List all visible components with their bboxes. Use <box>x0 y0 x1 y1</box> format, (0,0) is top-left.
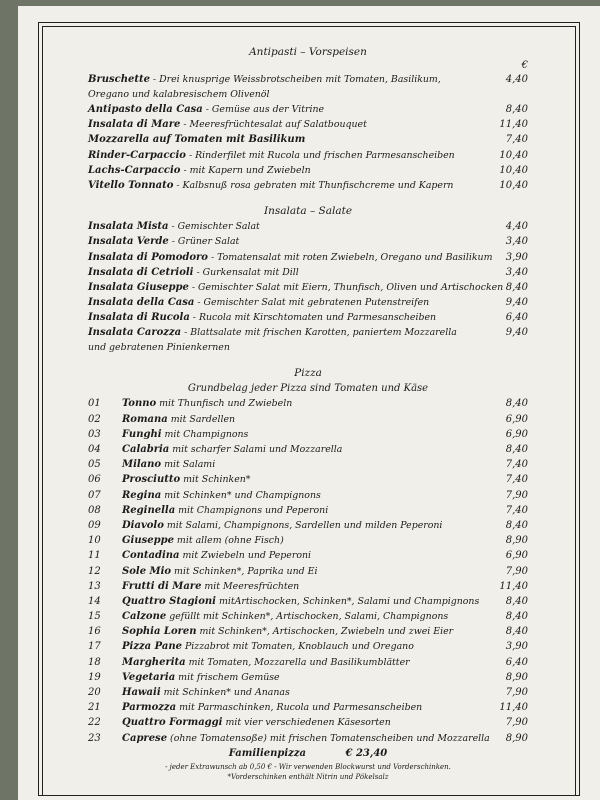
menu-item <box>88 564 528 579</box>
section-title-insalata: Insalata – Salate <box>263 205 353 218</box>
menu-item <box>88 594 528 609</box>
menu-item-description: - Gemüse aus der Vitrine <box>202 104 325 115</box>
menu-item-description: - Gemischter Salat mit gebratenen Putenstreifen <box>194 297 430 309</box>
menu-item-price: 8,40 <box>505 444 528 455</box>
menu-item-name: Parmozza <box>122 702 177 714</box>
menu-item-price: 6,40 <box>505 312 528 324</box>
menu-item <box>88 72 528 102</box>
menu-item-number: 12 <box>88 565 101 577</box>
menu-item-name: Insalata di Pomodoro <box>88 251 208 263</box>
menu-item-number: 20 <box>88 687 101 698</box>
menu-item <box>88 280 528 295</box>
pizza-list <box>88 396 528 745</box>
menu-item-number: 19 <box>88 671 101 683</box>
menu-item <box>88 457 528 472</box>
menu-item-description: mit Champignons <box>161 428 249 440</box>
menu-item-price: 4,40 <box>505 221 528 233</box>
menu-item-name: Sophia Loren <box>122 626 197 638</box>
menu-item-description: - mit Kapern und Zwiebeln <box>180 164 311 176</box>
antipasti-list <box>88 72 528 193</box>
menu-item-description: mit Salami, Champignons, Sardellen und milden Peperoni <box>163 519 443 531</box>
menu-item <box>88 250 528 265</box>
menu-item-price: 7,40 <box>505 459 528 471</box>
menu-item-name: Calzone <box>122 611 167 623</box>
menu-item <box>88 670 528 685</box>
menu-item-price: 6,40 <box>505 656 528 668</box>
menu-item-description: Pizzabrot mit Tomaten, Knoblauch und Oregano <box>182 641 414 653</box>
menu-item-description: - Tomatensalat mit roten Zwiebeln, Oregano und Basilikum <box>207 251 493 263</box>
footnote-1: - jeder Extrawunsch ab 0,50 € - Wir verwenden Blockwurst und Vorderschinken. <box>165 762 451 771</box>
menu-item-name: Insalata della Casa <box>88 297 195 309</box>
menu-item <box>88 488 528 503</box>
menu-item-name: Regina <box>122 489 162 501</box>
menu-item-description: - Blattsalate mit frischen Karotten, paniertem Mozzarella und gebratenen Pinienkernen <box>88 327 457 354</box>
menu-item-name: Frutti di Mare <box>122 580 202 592</box>
menu-item <box>88 132 528 147</box>
menu-item-price: 6,90 <box>505 413 528 425</box>
menu-item <box>88 655 528 670</box>
menu-item <box>88 518 528 533</box>
menu-item-name: Vitello Tonnato <box>88 179 174 191</box>
family-pizza-price: € 23,40 <box>345 747 388 759</box>
menu-item-description: mit Salami <box>161 459 216 471</box>
menu-item-number: 23 <box>88 732 101 744</box>
menu-item <box>88 715 528 730</box>
menu-item-name: Caprese <box>122 732 168 744</box>
menu-item <box>88 731 528 746</box>
menu-item-description: mit Schinken*, Paprika und Ei <box>171 565 318 577</box>
menu-item-price: 3,90 <box>505 641 528 653</box>
menu-item-number: 15 <box>88 611 101 623</box>
menu-item-name: Rinder-Carpaccio <box>88 149 186 161</box>
menu-item <box>88 163 528 178</box>
menu-content <box>88 44 528 782</box>
menu-item-price: 8,40 <box>505 595 528 607</box>
menu-item-name: Reginella <box>122 504 176 516</box>
menu-item <box>88 102 528 117</box>
menu-item-number: 18 <box>88 656 101 668</box>
menu-item-number: 06 <box>88 474 101 486</box>
menu-item-price: 7,90 <box>505 565 528 577</box>
menu-item-price: 7,40 <box>505 474 528 486</box>
menu-item-description: - Rucola mit Kirschtomaten und Parmesanscheiben <box>189 312 437 324</box>
menu-item <box>88 609 528 624</box>
menu-item-price: 7,90 <box>505 687 528 698</box>
menu-item <box>88 624 528 639</box>
menu-item-price: 6,90 <box>505 428 528 440</box>
menu-item-price: 8,40 <box>505 611 528 623</box>
menu-item <box>88 295 528 310</box>
family-pizza-row <box>88 746 528 762</box>
menu-item-description: - Gemischter Salat mit Eiern, Thunfisch, Oliven und Artischocken <box>188 281 504 293</box>
menu-item-price: 3,40 <box>505 266 528 278</box>
menu-item-price: 8,90 <box>505 671 528 683</box>
menu-item-name: Insalata di Rucola <box>88 312 190 324</box>
menu-item-number: 02 <box>88 413 101 425</box>
menu-item-name: Lachs-Carpaccio <box>88 164 181 176</box>
menu-item-name: Bruschette <box>88 74 150 85</box>
menu-item-description: mit frischem Gemüse <box>175 671 280 683</box>
menu-item-price: 3,40 <box>505 236 528 248</box>
menu-item-description: mit Schinken* <box>180 474 251 486</box>
menu-item-name: Insalata Verde <box>88 236 169 248</box>
menu-item-price: 8,90 <box>505 535 528 547</box>
menu-item-price: 8,40 <box>505 519 528 531</box>
menu-item-description: mit Schinken* und Ananas <box>160 687 290 698</box>
menu-item <box>88 310 528 325</box>
pizza-subtitle: Grundbelag jeder Pizza sind Tomaten und Käse <box>187 383 429 395</box>
menu-item-description: mitArtischocken, Schinken*, Salami und Champignons <box>215 595 480 607</box>
menu-item <box>88 639 528 654</box>
menu-item-price: 7,40 <box>505 504 528 516</box>
menu-item-price: 11,40 <box>499 119 528 131</box>
menu-item-description: - Gemischter Salat <box>168 221 260 233</box>
menu-item-price: 11,40 <box>499 580 528 592</box>
menu-item <box>88 234 528 249</box>
menu-item <box>88 579 528 594</box>
menu-item-price: 8,40 <box>505 626 528 638</box>
menu-item-description: mit Parmaschinken, Rucola und Parmesanscheiben <box>176 702 423 714</box>
menu-item-description: - Meeresfrüchtesalat auf Salatbouquet <box>180 119 367 131</box>
menu-item-number: 07 <box>88 489 101 501</box>
menu-item-description: mit Thunfisch und Zwiebeln <box>156 398 293 410</box>
menu-item-name: Insalata Mista <box>88 221 169 233</box>
menu-item-name: Romana <box>122 413 168 425</box>
menu-item <box>88 265 528 280</box>
menu-item-price: 8,40 <box>505 398 528 410</box>
menu-item-price: 10,40 <box>499 179 528 191</box>
menu-item-description: mit allem (ohne Fisch) <box>173 535 284 547</box>
menu-item-number: 14 <box>88 595 101 607</box>
menu-item-description: mit Zwiebeln und Peperoni <box>179 550 312 562</box>
menu-item <box>88 117 528 132</box>
menu-item-description: mit Meeresfrüchten <box>201 580 300 592</box>
menu-item-price: 11,40 <box>499 702 528 714</box>
menu-item-name: Mozzarella auf Tomaten mit Basilikum <box>88 134 306 146</box>
menu-item-number: 03 <box>88 428 101 440</box>
menu-item <box>88 533 528 548</box>
menu-item <box>88 472 528 487</box>
menu-item-description: - Rinderfilet mit Rucola und frischen Parmesanscheiben <box>185 149 455 161</box>
menu-item <box>88 148 528 163</box>
menu-item-number: 11 <box>88 550 101 562</box>
menu-item <box>88 685 528 700</box>
menu-item-description: mit scharfer Salami und Mozzarella <box>169 444 343 455</box>
menu-item-price: 4,40 <box>505 74 528 85</box>
menu-item-name: Insalata Giuseppe <box>88 281 189 293</box>
menu-item-price: 10,40 <box>499 164 528 176</box>
menu-item-name: Giuseppe <box>122 535 174 547</box>
family-pizza-label: Familienpizza <box>228 747 307 759</box>
menu-item-number: 22 <box>88 717 101 729</box>
menu-item-description: - Grüner Salat <box>168 236 240 248</box>
menu-item <box>88 503 528 518</box>
menu-item-price: 6,90 <box>505 550 528 562</box>
menu-item-description: - Kalbsnuß rosa gebraten mit Thunfischcreme und Kapern <box>173 179 454 191</box>
menu-item <box>88 548 528 563</box>
menu-item-name: Milano <box>122 459 162 471</box>
menu-item-name: Diavolo <box>122 519 164 531</box>
menu-item-description: (ohne Tomatensoße) mit frischen Tomatenscheiben und Mozzarella <box>167 732 490 744</box>
menu-item-number: 01 <box>88 398 101 410</box>
menu-item <box>88 412 528 427</box>
menu-item-number: 21 <box>88 702 101 714</box>
menu-item-name: Insalata Carozza <box>88 327 182 339</box>
insalata-list <box>88 219 528 355</box>
menu-item-description: mit Tomaten, Mozzarella und Basilikumblätter <box>185 656 410 668</box>
menu-item-name: Funghi <box>122 428 162 440</box>
menu-item-number: 05 <box>88 459 101 471</box>
menu-item-price: 8,40 <box>505 281 528 293</box>
menu-item-description: mit Schinken*, Artischocken, Zwiebeln und zwei Eier <box>196 626 454 638</box>
menu-item-number: 09 <box>88 519 101 531</box>
menu-item <box>88 325 528 355</box>
menu-item-number: 16 <box>88 626 101 638</box>
menu-item-number: 04 <box>88 444 101 455</box>
menu-item-description: - Drei knusprige Weissbrotscheiben mit Tomaten, Basilikum, Oregano und kalabresischem Olivenöl <box>88 74 441 100</box>
menu-item-price: 10,40 <box>499 149 528 161</box>
menu-item <box>88 396 528 411</box>
menu-item-number: 13 <box>88 580 101 592</box>
section-title-antipasti: Antipasti – Vorspeisen <box>249 46 367 58</box>
menu-item <box>88 219 528 234</box>
menu-item <box>88 700 528 715</box>
menu-item-price: 3,90 <box>505 251 528 263</box>
menu-item-name: Insalata di Cetrioli <box>88 266 194 278</box>
menu-item-price: 8,90 <box>505 732 528 744</box>
menu-item-price: 9,40 <box>505 297 528 309</box>
footnote-2: *Vorderschinken enthält Nitrin und Pökelsalz <box>227 772 389 781</box>
menu-item-description: gefüllt mit Schinken*, Artischocken, Salami, Champignons <box>166 611 449 623</box>
menu-item-name: Sole Mio <box>122 565 172 577</box>
menu-item-name: Quattro Stagioni <box>122 595 216 607</box>
menu-item <box>88 442 528 457</box>
menu-item-number: 17 <box>88 641 101 653</box>
menu-item-description: mit vier verschiedenen Käsesorten <box>222 717 391 729</box>
currency-symbol: € <box>521 60 528 71</box>
menu-item-name: Vegetaria <box>122 671 176 683</box>
menu-item-name: Margherita <box>122 656 186 668</box>
menu-item <box>88 178 528 193</box>
menu-item-price: 7,90 <box>505 489 528 501</box>
menu-item-price: 9,40 <box>505 327 528 339</box>
menu-item-price: 8,40 <box>505 104 528 115</box>
menu-item <box>88 427 528 442</box>
menu-item-name: Antipasto della Casa <box>88 104 203 115</box>
section-title-pizza: Pizza <box>294 367 322 380</box>
menu-item-name: Prosciutto <box>122 474 181 486</box>
menu-item-name: Calabria <box>122 444 170 455</box>
menu-item-name: Hawaii <box>122 687 161 698</box>
menu-item-price: 7,90 <box>505 717 528 729</box>
menu-item-description: mit Schinken* und Champignons <box>161 489 321 501</box>
menu-item-name: Tonno <box>122 398 157 410</box>
menu-item-description: mit Champignons und Peperoni <box>175 504 329 516</box>
menu-item-description: - Gurkensalat mit Dill <box>193 266 299 278</box>
menu-item-name: Contadina <box>122 550 180 562</box>
menu-item-description: mit Sardellen <box>167 413 236 425</box>
menu-item-number: 08 <box>88 504 101 516</box>
menu-item-name: Insalata di Mare <box>88 119 181 131</box>
menu-item-price: 7,40 <box>505 134 528 146</box>
menu-item-number: 10 <box>88 535 101 547</box>
menu-item-name: Quattro Formaggi <box>122 717 223 729</box>
menu-item-name: Pizza Pane <box>122 641 182 653</box>
